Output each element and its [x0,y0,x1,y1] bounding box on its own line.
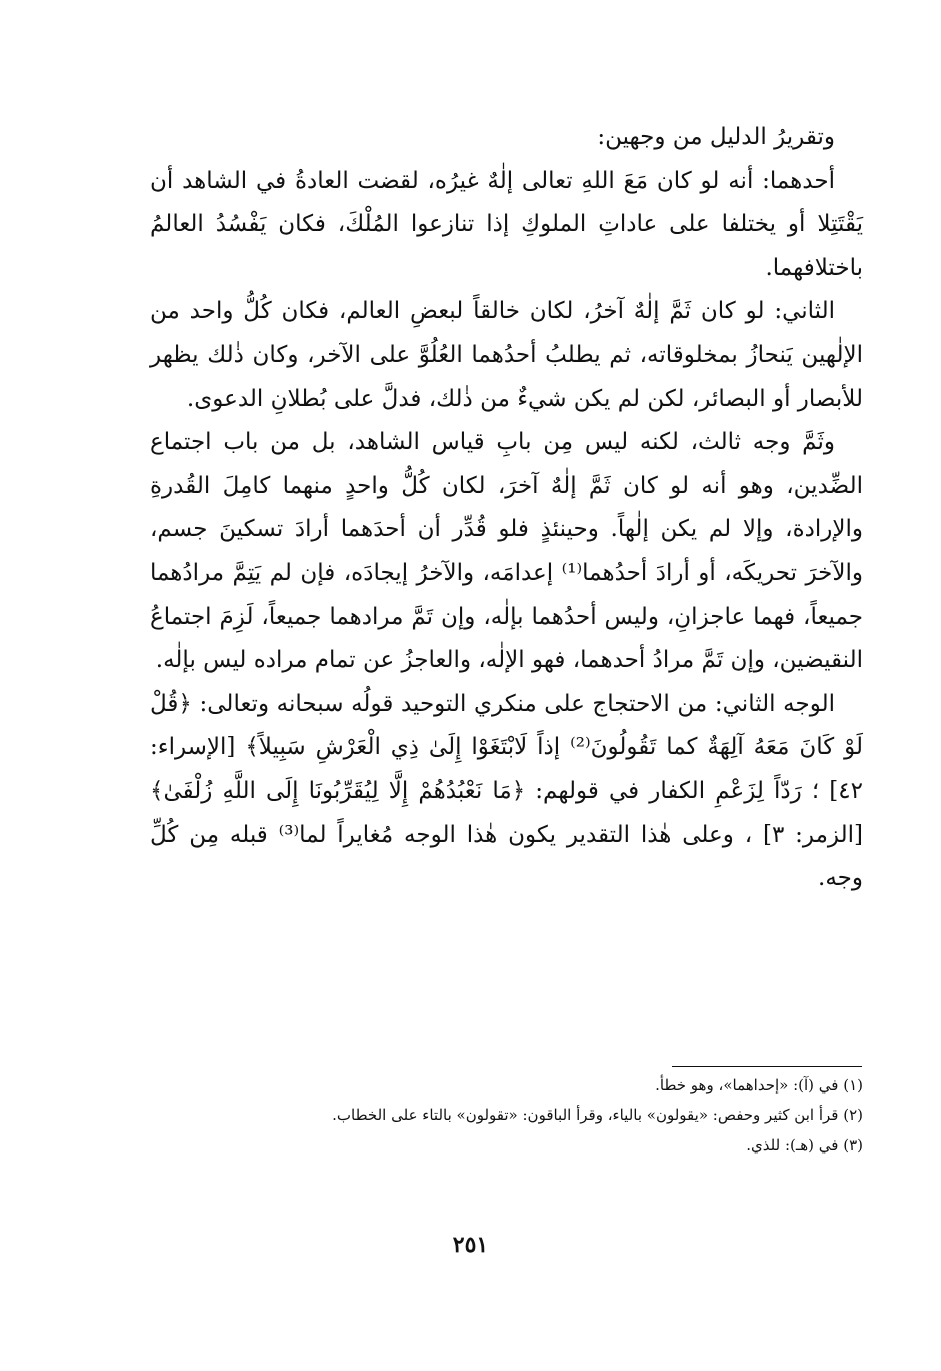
paragraph-third-argument: وثَمَّ وجه ثالث، لكنه ليس مِن بابِ قياس الشاهد، بل من باب اجتماع الضِّدين، وهو أنه لو كان ثَمَّ إلٰهٌ آخرَ، لكان كُلُّ واحدٍ منهما كامِلَ القُدرةِ والإرادة، وإلا لم يكن إلٰهاً. وحينئذٍ فلو قُدِّر أن أحدَهما أرادَ تسكينَ جسم، والآخرَ تحريكَه، أو أرادَ أحدُهما⁽¹⁾ إعدامَه، والآخرُ إيجادَه، فإن لم يَتِمَّ مرادُهما جميعاً، فهما عاجزانِ، وليس أحدُهما بإلٰه، وإن تَمَّ مرادهما جميعاً، لَزِمَ اجتماعُ النقيضين، وإن تَمَّ مرادُ أحدهما، فهو الإلٰه، والعاجزُ عن تمام مراده ليس بإلٰه. [150,429,864,674]
footnote-2: (٢) قرأ ابن كثير وحفص: «يقولون» بالياء، وقرأ الباقون: «تقولون» بالتاء على الخطاب. [332,1106,863,1124]
main-text [150,116,863,901]
footnote-divider [672,1066,862,1067]
paragraph-first-argument: أحدهما: أنه لو كان مَعَ اللهِ تعالى إلٰهٌ غيرُه، لقضت العادةُ في الشاهد أن يَقْتَتِلا أو يختلفا على عاداتِ الملوكِ إذا تنازعوا المُلْكَ، فكان يَفْسُدُ العالمُ باختلافهما. [150,167,863,281]
paragraph-intro: وتقريرُ الدليل من وجهين: [597,124,835,150]
paragraph-second-argument: الثاني: لو كان ثَمَّ إلٰهٌ آخرُ، لكان خالقاً لبعضِ العالم، فكان كُلُّ واحد من الإلٰهين يَنحازُ بمخلوقاته، ثم يطلبُ أحدُهما العُلُوَّ على الآخر، وكان ذٰلك يظهر للأبصار أو البصائر، لكن لم يكن شيءٌ من ذٰلك، فدلَّ على بُطلانِ الدعوى. [150,298,863,412]
footnotes [150,1070,863,1160]
page-number: ٢٥١ [452,1232,489,1258]
footnote-1: (١) في (آ): «إحداهما»، وهو خطأ. [655,1076,863,1094]
paragraph-second-aspect: الوجه الثاني: من الاحتجاج على منكري التوحيد قولُه سبحانه وتعالى: ﴿قُلْ لَوْ كَانَ مَعَهُ آلِهَةٌ كما تَقُولُونَ⁽²⁾ إذاً لَابْتَغَوْا إِلَىٰ ذِي الْعَرْشِ سَبِيلاً﴾ [الإسراء: ٤٢] ؛ رَدّاً لِزَعْمِ الكفار في قولهم: ﴿مَا نَعْبُدُهُمْ إِلَّا لِيُقَرِّبُونَا إِلَى اللَّهِ زُلْفَىٰ﴾ [الزمر: ٣] ، وعلى هٰذا التقدير يكون هٰذا الوجه مُغايراً لما⁽³⁾ قبله مِن كُلِّ وجه. [150,690,863,892]
footnote-3: (٣) في (هـ): للذي. [746,1136,863,1154]
